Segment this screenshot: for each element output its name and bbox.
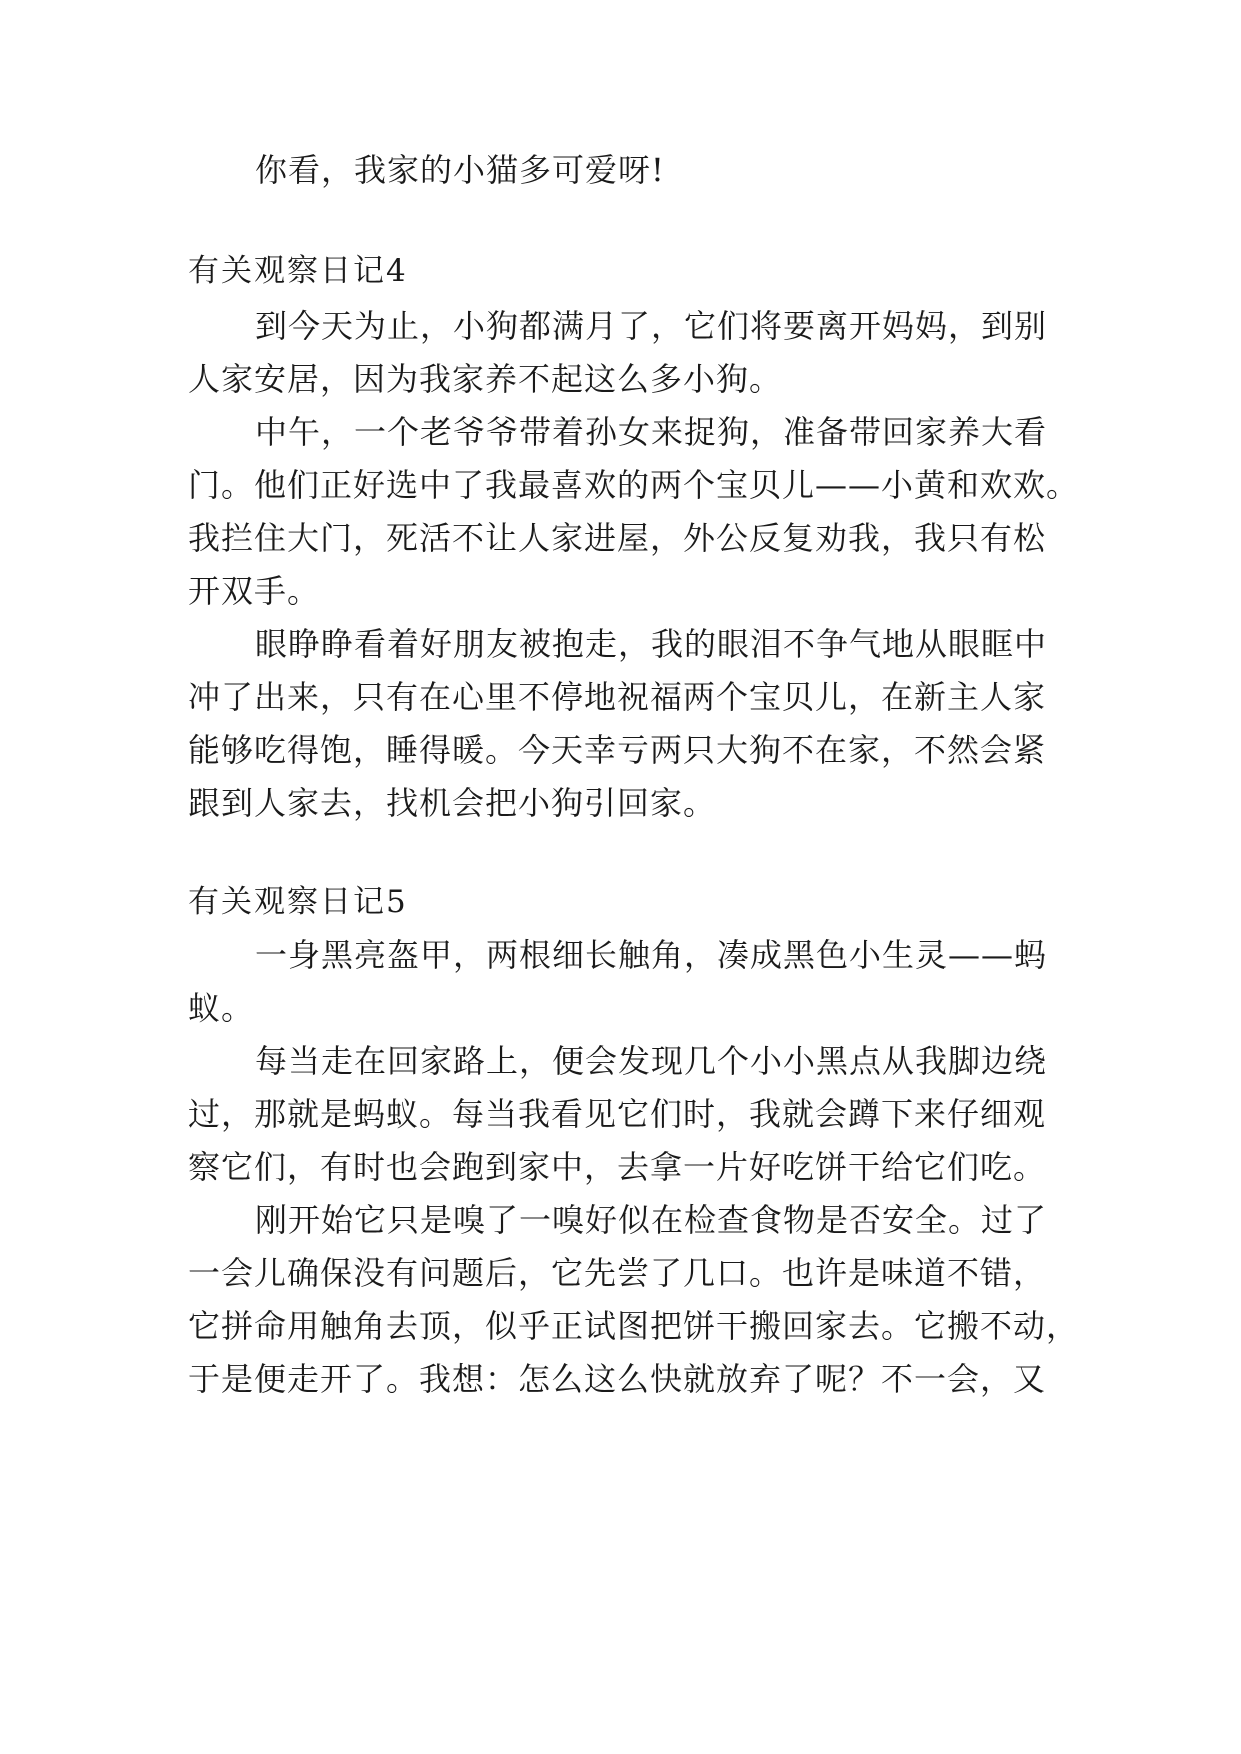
paragraph-line: 你看，我家的小猫多可爱呀! — [255, 151, 665, 189]
paragraph-line: 于是便走开了。我想：怎么这么快就放弃了呢？不一会，又 — [188, 1360, 1047, 1398]
paragraph-line: 眼睁睁看着好朋友被抱走，我的眼泪不争气地从眼眶中 — [255, 625, 1048, 663]
paragraph-line: 一身黑亮盔甲，两根细长触角，凑成黑色小生灵——蚂 — [255, 936, 1048, 974]
paragraph-line: 每当走在回家路上，便会发现几个小小黑点从我脚边绕 — [255, 1042, 1048, 1080]
paragraph-line: 我拦住大门，死活不让人家进屋，外公反复劝我，我只有松 — [188, 519, 1047, 557]
section-heading-5: 有关观察日记5 — [188, 884, 408, 920]
paragraph-line: 人家安居，因为我家养不起这么多小狗。 — [188, 360, 783, 398]
paragraph-line: 刚开始它只是嗅了一嗅好似在检查食物是否安全。过了 — [255, 1201, 1048, 1239]
paragraph-line: 过，那就是蚂蚁。每当我看见它们时，我就会蹲下来仔细观 — [188, 1095, 1047, 1133]
paragraph-line: 一会儿确保没有问题后，它先尝了几口。也许是味道不错， — [188, 1254, 1047, 1292]
paragraph-line: 察它们，有时也会跑到家中，去拿一片好吃饼干给它们吃。 — [188, 1148, 1047, 1186]
paragraph-line: 跟到人家去，找机会把小狗引回家。 — [188, 784, 717, 822]
section-heading-4: 有关观察日记4 — [188, 253, 408, 289]
paragraph-line: 中午，一个老爷爷带着孙女来捉狗，准备带回家养大看 — [255, 413, 1048, 451]
paragraph-line: 门。他们正好选中了我最喜欢的两个宝贝儿——小黄和欢欢。 — [188, 466, 1080, 504]
paragraph-line: 它拼命用触角去顶，似乎正试图把饼干搬回家去。它搬不动， — [188, 1307, 1080, 1345]
paragraph-line: 冲了出来，只有在心里不停地祝福两个宝贝儿，在新主人家 — [188, 678, 1047, 716]
paragraph-line: 蚁。 — [188, 989, 255, 1027]
paragraph-line: 到今天为止，小狗都满月了，它们将要离开妈妈，到别 — [255, 307, 1048, 345]
paragraph-line: 开双手。 — [188, 572, 321, 610]
paragraph-line: 能够吃得饱，睡得暖。今天幸亏两只大狗不在家，不然会紧 — [188, 731, 1047, 769]
